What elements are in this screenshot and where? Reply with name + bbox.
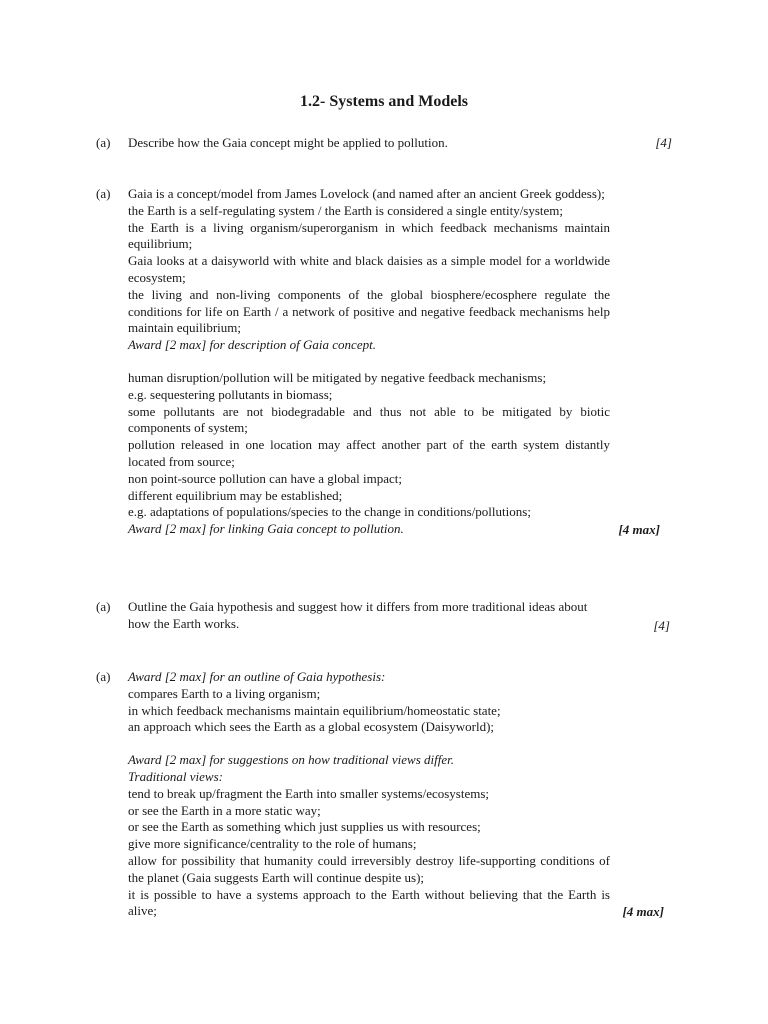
answer-1-line: e.g. adaptations of populations/species to the change in conditions/pollutions; [128, 504, 531, 520]
answer-1 [96, 186, 676, 538]
answer-1-line: the Earth is a living organism/superorganism in which feedback mechanisms maintain equilibrium; [128, 219, 610, 252]
question-2-text-line-1: Outline the Gaia hypothesis and suggest how it differs from more traditional ideas about [128, 599, 588, 614]
answer-2-label: (a) [96, 669, 111, 684]
question-1-marks: [4] [655, 135, 672, 150]
answer-1-line: the Earth is a self-regulating system / the Earth is considered a single entity/system; [128, 202, 564, 218]
answer-2 [96, 669, 676, 920]
answer-1-line: Gaia is a concept/model from James Lovelock (and named after an ancient Greek goddess); [128, 186, 605, 201]
answer-2-line: give more significance/centrality to the role of humans; [128, 836, 417, 852]
answer-2-line: tend to break up/fragment the Earth into smaller systems/ecosystems; [128, 785, 490, 801]
answer-1-line: different equilibrium may be established; [128, 487, 343, 503]
answer-1-line: pollution released in one location may affect another part of the earth system distantly located from source; [128, 437, 610, 469]
answer-1-line: some pollutants are not biodegradable and thus not able to be mitigated by biotic components of system; [128, 403, 610, 436]
answer-2-award-suggestions: Award [2 max] for suggestions on how traditional views differ. [128, 752, 454, 768]
question-2-marks: [4] [653, 618, 670, 633]
page-title: 1.2- Systems and Models [299, 93, 468, 110]
answer-2-line: it is possible to have a systems approach to the Earth without believing that the Earth is alive; [128, 886, 610, 919]
answer-2-line: in which feedback mechanisms maintain equilibrium/homeostatic state; [128, 702, 501, 718]
question-2-label: (a) [96, 599, 111, 614]
answer-1-label: (a) [96, 186, 111, 201]
question-2-text-line-2: how the Earth works. [128, 615, 240, 631]
answer-1-line: non point-source pollution can have a global impact; [128, 470, 403, 486]
answer-2-max-marks: [4 max] [622, 904, 664, 919]
answer-2-traditional-heading: Traditional views: [128, 768, 223, 784]
answer-1-award-description: Award [2 max] for description of Gaia concept. [128, 337, 376, 353]
answer-1-line: e.g. sequestering pollutants in biomass; [128, 386, 333, 402]
answer-2-line: compares Earth to a living organism; [128, 685, 321, 701]
answer-2-line: allow for possibility that humanity could irreversibly destroy life-supporting conditions of the planet (Gaia suggests Earth will continue despite us); [128, 852, 610, 885]
answer-1-max-marks: [4 max] [618, 522, 660, 537]
answer-2-line: an approach which sees the Earth as a global ecosystem (Daisyworld); [128, 719, 495, 735]
answer-2-line: or see the Earth in a more static way; [128, 802, 321, 818]
answer-2-award-outline: Award [2 max] for an outline of Gaia hypothesis: [128, 669, 386, 684]
question-1-label: (a) [96, 135, 111, 150]
question-2 [96, 599, 676, 633]
answer-2-line: or see the Earth as something which just supplies us with resources; [128, 819, 481, 835]
question-1-text: Describe how the Gaia concept might be applied to pollution. [128, 135, 448, 150]
answer-1-line: the living and non-living components of the global biosphere/ecosphere regulate the conditions for life on Earth / a network of positive and negative feedback mechanisms help maintain equilibrium; [128, 286, 610, 336]
answer-1-line: human disruption/pollution will be mitigated by negative feedback mechanisms; [128, 369, 547, 385]
answer-1-award-linking: Award [2 max] for linking Gaia concept to pollution. [128, 521, 404, 537]
answer-1-line: Gaia looks at a daisyworld with white and black daisies as a simple model for a worldwide ecosystem; [128, 253, 610, 285]
question-1 [96, 135, 676, 152]
